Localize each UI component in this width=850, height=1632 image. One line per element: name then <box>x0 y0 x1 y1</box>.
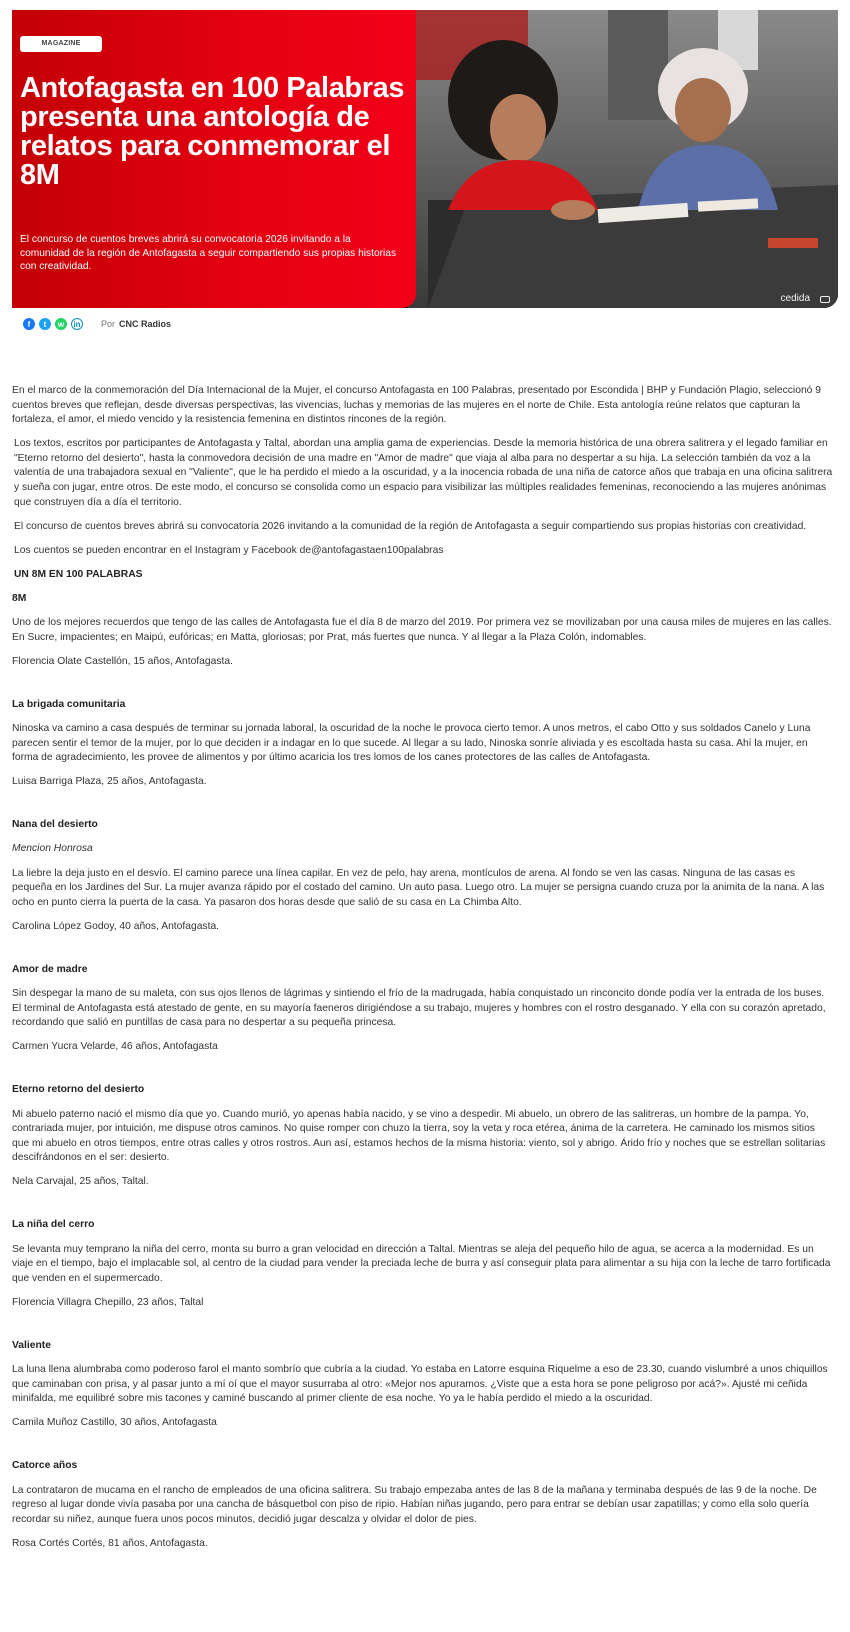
story-title: Catorce años <box>12 1460 78 1472</box>
story-author: Camila Muñoz Castillo, 30 años, Antofagasta <box>12 1417 217 1429</box>
story-author: Florencia Villagra Chepillo, 23 años, Taltal <box>12 1296 204 1308</box>
story-title: Nana del desierto <box>12 819 98 831</box>
photo-credit: cedida <box>780 293 810 304</box>
page-title: Antofagasta en 100 Palabras presenta una antología de relatos para conmemorar el 8M <box>20 72 405 191</box>
camera-icon <box>820 296 830 303</box>
story-title: La niña del cerro <box>12 1219 95 1231</box>
section-badge[interactable]: MAGAZINE <box>20 36 102 52</box>
linkedin-icon[interactable]: in <box>71 318 83 330</box>
story-author: Carolina López Godoy, 40 años, Antofagasta. <box>12 920 220 932</box>
hero-photo <box>408 10 838 308</box>
intro-paragraph: Los cuentos se pueden encontrar en el Instagram y Facebook de@antofagastaen100palabras <box>14 544 444 556</box>
intro-paragraph: Los textos, escritos por participantes de Antofagasta y Taltal, abordan una amplia gama de experiencias. Desde la memoria histórica de una obrera salitrera y el legado familiar en "Eterno retorno del desierto", hasta la conmovedora decisión de una madre en "Amor de madre" que viaja al alba para no despertar a su hija. La selección también da voz a la valentía de una trabajadora sexual en "Valiente", que le ha perdido el miedo a la oscuridad, y a la inocencia robada de una niña de catorce años que trabaja en una oficina salitrera y sueña con jugar, entre otros. De este modo, el concurso se consolida como un espacio para visibilizar las múltiples realidades femeninas, reconociendo a las mujeres anónimas que construyen día a día el territorio. <box>14 438 833 508</box>
story-title: La brigada comunitaria <box>12 698 126 710</box>
page-subtitle: El concurso de cuentos breves abrirá su convocatoria 2026 invitando a la comunidad de la región de Antofagasta a seguir compartiendo sus propias historias con creatividad. <box>20 234 397 272</box>
story-text: Sin despegar la mano de su maleta, con sus ojos llenos de lágrimas y sintiendo el frío de la madrugada, había conquistado un rinconcito donde podía ver la entrada de los buses. El terminal de Antofagasta está atestado de gente, en su mayoría faeneros dirigiéndose a su trabajo, mujeres y hombres con el rostro desganado. Y ella con su corazón apretado, recordando que salió en puntillas de casa para no despertar a su pequeña princesa. <box>12 988 826 1029</box>
article-body <box>12 384 834 1551</box>
story-text: Uno de los mejores recuerdos que tengo de las calles de Antofagasta fue el día 8 de marzo del 2019. Por primera vez se movilizaban por una causa miles de mujeres en las calles. En Sucre, impacientes; en Maipú, eufóricas; en Matta, gloriosas; por Prat, más fuertes que nunca. Y al llegar a la Plaza Colón, indomables. <box>12 617 832 643</box>
story-text: La luna llena alumbraba como poderoso farol el manto sombrío que cubría a la ciudad. Yo estaba en Latorre esquina Riquelme a eso de 23.30, cuando vislumbré a unos chiquillos que caminaban con prisa, y al pasar junto a mí oí que el mayor susurraba al otro: «Mejor nos apuramos. ¿Viste que a esta hora se pone peligroso por acá?». Ajusté mi ceñida minifalda, me equilibré sobre mis tacones y caminé buscando al primer cliente de esa noche. Yo ya le había perdido el miedo a la oscuridad. <box>12 1364 828 1405</box>
facebook-icon[interactable]: f <box>23 318 35 330</box>
byline-label: Por <box>101 319 116 329</box>
photo-women-writing <box>408 10 838 308</box>
story-text: Mi abuelo paterno nació el mismo día que yo. Cuando murió, yo apenas había nacido, y se vino a despedir. Mi abuelo, un obrero de las salitreras, un hombre de la pampa. Yo, contrariada mujer, por intuición, me dispuse otros caminos. No quise romper con chuzo la tierra, soy la veta y roca etérea, ánima de la carretera. He caminado los mismos sitios que mi abuelo en otros tiempos, entre otras calles y otros rostros. Aun así, estamos hechos de la misma historia: viento, sol y abrigo. Árido frío y noches que se estrellan solitarias descifrándonos en el ser: desierto. <box>12 1108 826 1164</box>
story-text: Ninoska va camino a casa después de terminar su jornada laboral, la oscuridad de la noche le provoca cierto temor. A unos metros, el cabo Otto y sus soldados Canelo y Luna parecen sentir el temor de la mujer, por lo que deciden ir a indagar en lo que sucede. Al llegar a su lado, Ninoska sonríe aliviada y es escoltada hasta su casa. Ahí la mujer, en forma de agradecimiento, les provee de alimentos y por último acaricia los tres lomos de los canes protectores de las calles de Antofagasta. <box>12 723 811 764</box>
share-bar <box>23 316 850 332</box>
story-title: Eterno retorno del desierto <box>12 1084 145 1096</box>
whatsapp-icon[interactable]: w <box>55 318 67 330</box>
story-text: Se levanta muy temprano la niña del cerro, monta su burro a gran velocidad en dirección a Taltal. Mientras se aleja del pequeño hilo de agua, se acerca a la modernidad. Es un viaje en el tiempo, bajo el implacable sol, al centro de la ciudad para vender la preciada leche de burra y así conseguir plata para alimentar a su hija con la leche de tarro fortificada que venden en el supermercado. <box>12 1243 831 1284</box>
intro-paragraph: En el marco de la conmemoración del Día Internacional de la Mujer, el concurso Antofagasta en 100 Palabras, presentado por Escondida | BHP y Fundación Plagio, seleccionó 9 cuentos breves que reflejan, desde diversas perspectivas, las vivencias, luchas y memorias de las mujeres en el norte de Chile. Esta antología reúne relatos que capturan la fortaleza, el amor, el miedo vencido y la resistencia femenina en distintos rincones de la región. <box>12 385 821 426</box>
story-text: La contrataron de mucama en el rancho de empleados de una oficina salitrera. Su trabajo empezaba antes de las 8 de la mañana y terminaba después de las 9 de la noche. De regreso al lugar donde vivía pasaba por una cancha de básquetbol con piso de ripio. Habían niñas jugando, pero para entrar se debían usar zapatillas; y como ella solo quería recordar su niñez, aunque fuera unos pocos minutos, decidió jugar descalza y olvidar el dolor de pies. <box>12 1484 817 1525</box>
section-heading: UN 8M EN 100 PALABRAS <box>14 568 143 580</box>
story-author: Rosa Cortés Cortés, 81 años, Antofagasta. <box>12 1537 208 1549</box>
story-mention: Mencion Honrosa <box>12 843 93 855</box>
twitter-icon[interactable]: t <box>39 318 51 330</box>
hero-banner <box>12 10 838 308</box>
hero-text-panel <box>12 10 416 308</box>
story-text: La liebre la deja justo en el desvío. El camino parece una línea capilar. En vez de pelo, hay arena, montículos de arena. Al fondo se ven las casas. Ninguna de las casas es pequeña en los Jardines del Sur. La mujer avanza rápido por el costado del camino. Un auto pasa. Luego otro. La mujer se persigna cuando cruza por la animita de la nana. A las ocho en punto cierra la puerta de la casa. Ya pasaron dos horas desde que salió de su casa en La Chimba Alto. <box>12 867 825 908</box>
story-author: Nela Carvajal, 25 años, Taltal. <box>12 1176 149 1188</box>
story-author: Carmen Yucra Velarde, 46 años, Antofagasta <box>12 1041 218 1053</box>
intro-paragraph: El concurso de cuentos breves abrirá su convocatoria 2026 invitando a la comunidad de la región de Antofagasta a seguir compartiendo sus propias historias con creatividad. <box>14 520 807 532</box>
story-author: Luisa Barriga Plaza, 25 años, Antofagasta. <box>12 776 207 788</box>
story-title: Amor de madre <box>12 963 88 975</box>
story-author: Florencia Olate Castellón, 15 años, Antofagasta. <box>12 655 233 667</box>
byline-author[interactable]: CNC Radios <box>119 319 172 329</box>
story-title: 8M <box>12 593 27 605</box>
story-title: Valiente <box>12 1339 51 1351</box>
